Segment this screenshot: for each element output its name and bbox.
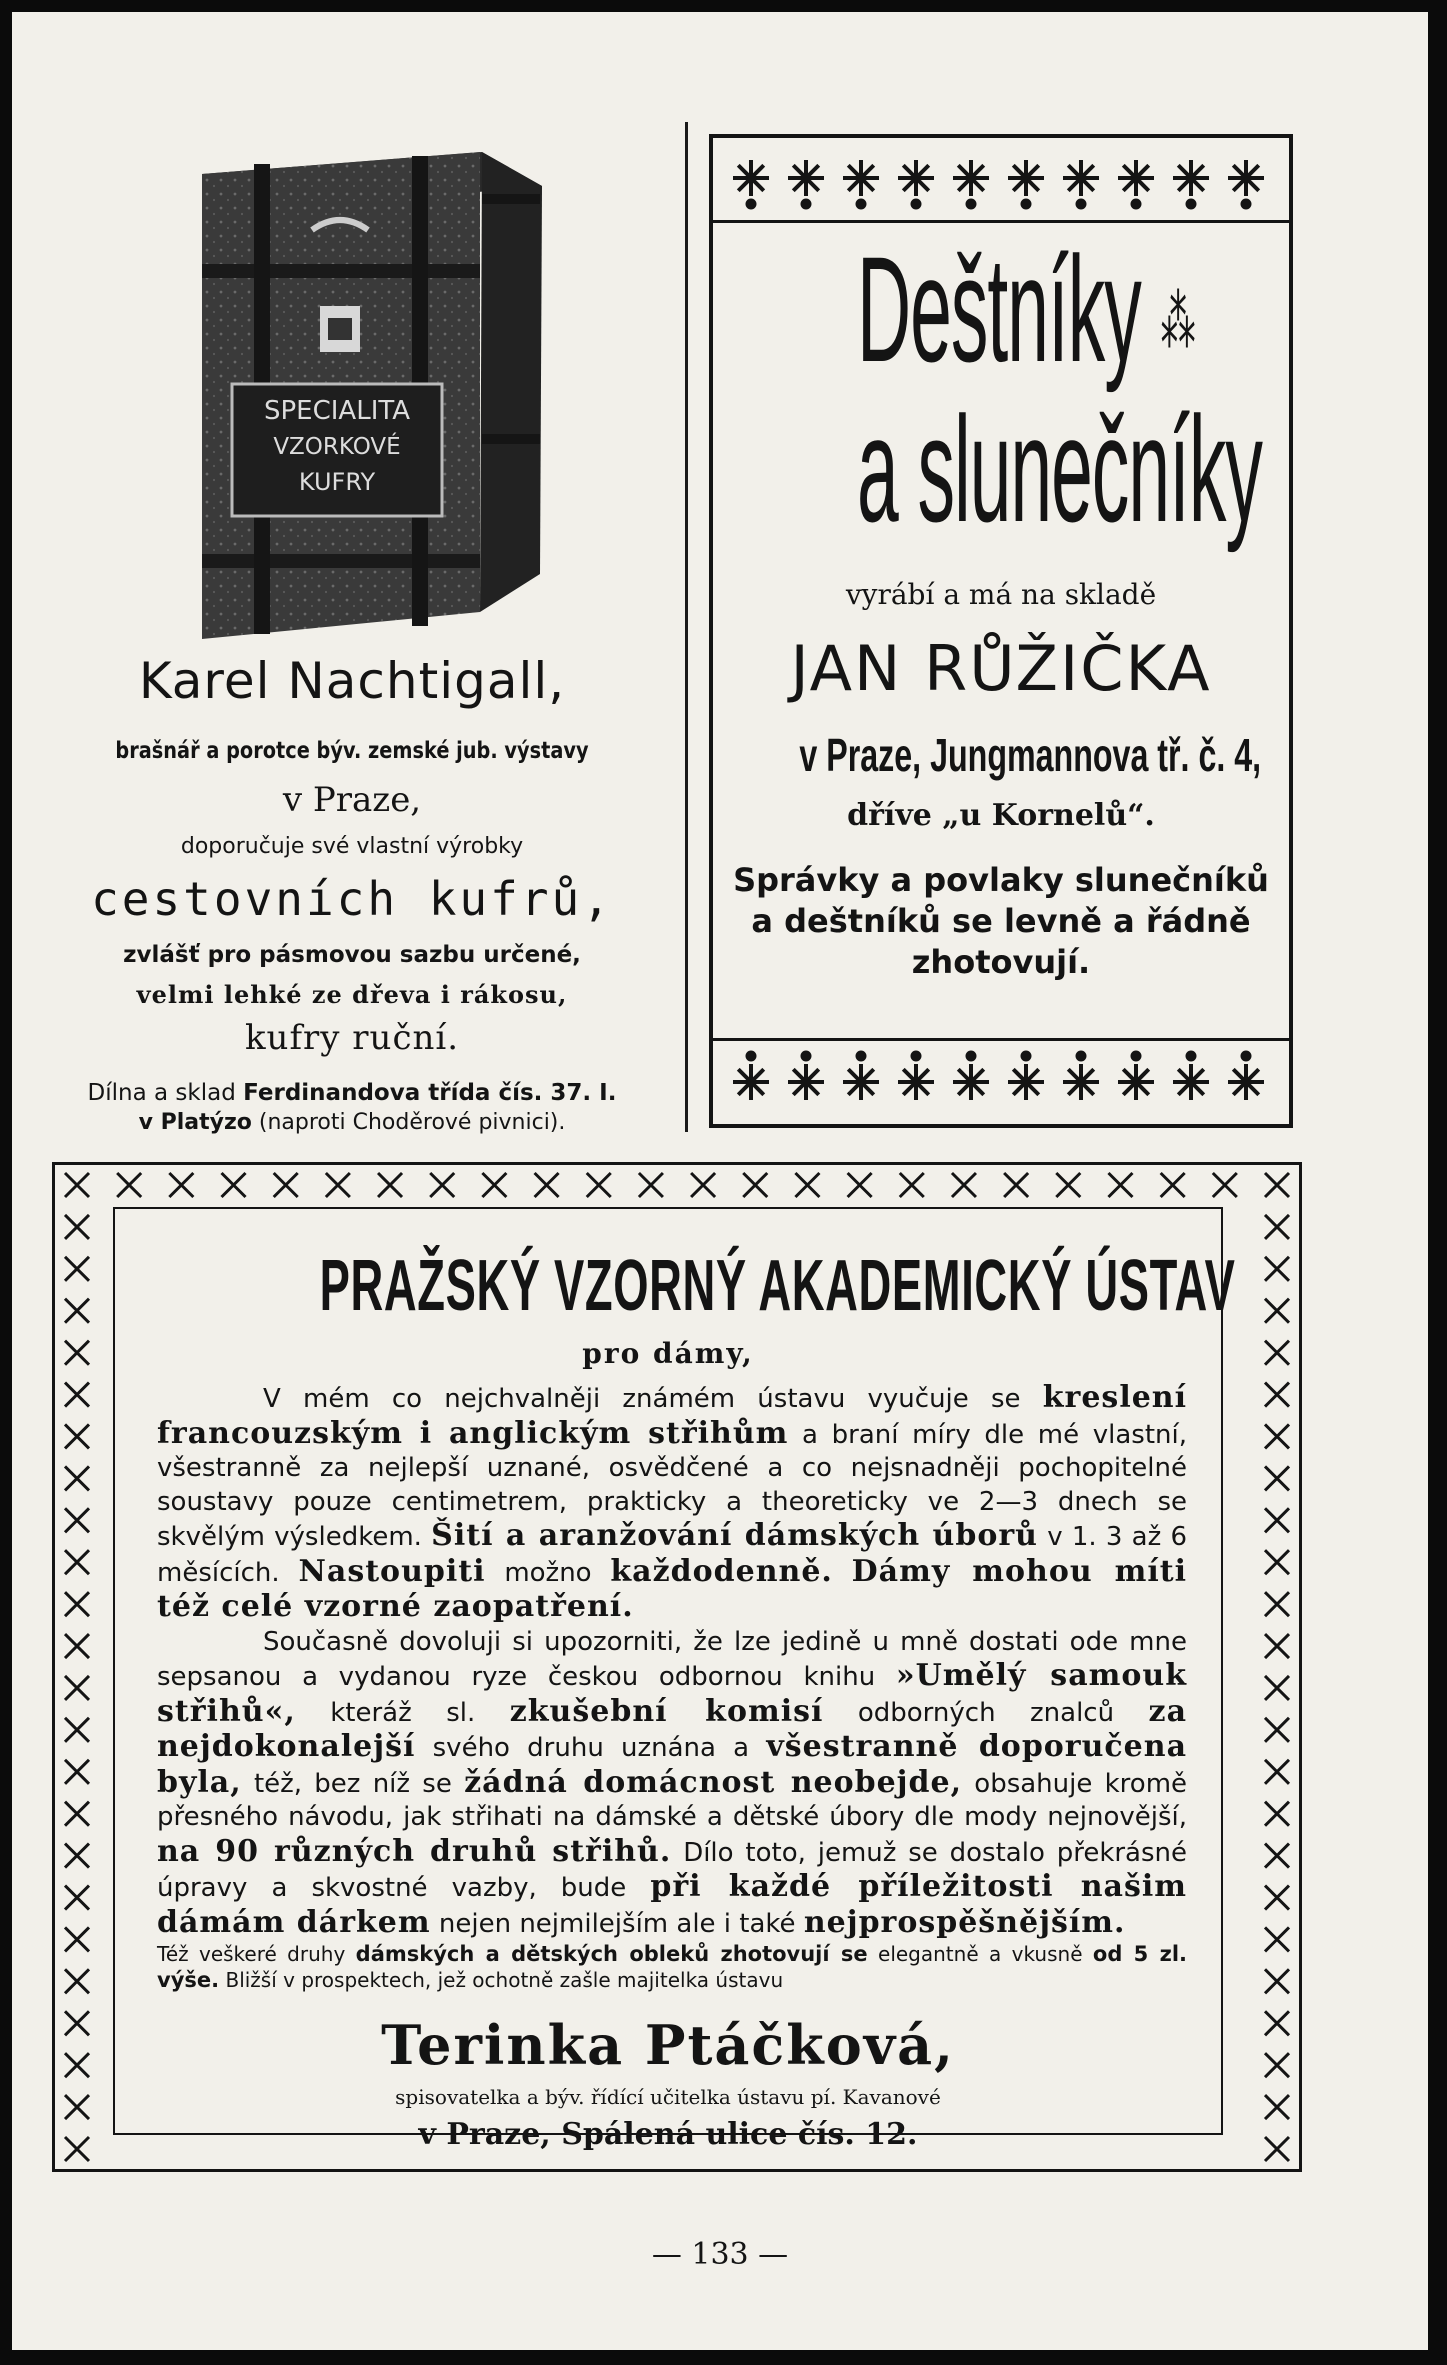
cross-mark [1213,1173,1237,1197]
p3-c: elegantně a vkusně [878,1942,1083,1966]
ornament-glyph [1008,160,1044,209]
cross-mark [1265,1466,1289,1490]
ornament-glyph [843,160,879,209]
cross-mark [65,1802,89,1826]
cross-mark [1265,1886,1289,1910]
ornament-glyph [953,160,989,209]
p3-e: Bližší v prospektech, jež ochotně zašle majitelka ústavu [225,1968,784,1992]
trunk-light: velmi lehké ze dřeva i rákosu, [136,980,568,1009]
cross-mark [1056,1173,1080,1197]
academy-body [157,1381,1187,1993]
p2-e: odborných znalců [857,1697,1115,1728]
cross-mark [65,1299,89,1323]
cross-mark [65,1173,89,1197]
cross-mark [378,1173,402,1197]
trunk-advertisement [42,112,662,1142]
cross-mark [65,1424,89,1448]
p2-b: »Umělý samouk střihů«, [157,1658,1187,1729]
cross-mark [65,1341,89,1365]
ornament-glyph [1173,1051,1209,1100]
umbrella-rule-bottom [713,1038,1289,1041]
cross-mark [1265,2095,1289,2119]
cross-mark [743,1173,767,1197]
trunk-workshop-prefix: Dílna a sklad [87,1080,236,1106]
ornament-glyph [1008,1051,1044,1100]
cross-mark [65,1592,89,1616]
p1-d: Šití a aranžování dámských úborů [431,1518,1038,1553]
p1-b: kreslení francouzským i anglickým střihům [157,1380,1188,1451]
cross-mark [65,2095,89,2119]
trunk-maker-name: Karel Nachtigall, [138,652,566,710]
ornament-glyph [1063,160,1099,209]
cross-mark [1265,1927,1289,1951]
ornament-glyph [898,160,934,209]
p2-i: též, bez níž se [253,1768,452,1799]
cross-mark [65,1886,89,1910]
ornament-glyph [1173,160,1209,209]
cross-mark [1004,1173,1028,1197]
cross-mark [65,1634,89,1658]
p1-g: možno [504,1557,592,1588]
cross-mark [1161,1173,1185,1197]
umbrella-title-line-1 [857,225,1195,396]
cross-mark [639,1173,663,1197]
p3-d: od 5 zl. výše. [157,1942,1188,1992]
umbrella-title-line-2: a slunečníky [857,385,1262,553]
cross-mark [1265,1383,1289,1407]
trunk-product: cestovních kufrů, [91,872,613,926]
ornament-glyph [733,1051,769,1100]
cross-mark [1108,1173,1132,1197]
cross-mark [1265,1550,1289,1574]
p2-f: za nejdokonalejší [157,1693,1188,1764]
cross-mark [1265,1969,1289,1993]
p2-d: zkušební komisí [509,1693,824,1729]
ornament-glyph [953,1051,989,1100]
trunk-district-note: (naproti Choděrové pivnici). [258,1110,566,1135]
ornament-glyph [1063,1051,1099,1100]
cross-mark [65,1927,89,1951]
cross-mark [1265,1718,1289,1742]
cross-mark [1265,1676,1289,1700]
cross-mark [1265,1173,1289,1197]
cross-mark [430,1173,454,1197]
cross-mark [1265,1299,1289,1323]
trunk-label-line-1: SPECIALITA [263,396,411,426]
ornament-glyph [788,160,824,209]
cross-mark [1265,1592,1289,1616]
cross-mark [1265,1508,1289,1532]
trunk-maker-title: brašnář a porotce býv. zemské jub. výstavy [115,738,589,764]
p3-a: Též veškeré druhy [157,1942,346,1966]
academy-address: v Praze, Spálená ulice čís. 12. [418,2117,918,2152]
cross-mark [65,2137,89,2161]
cross-mark [1265,2053,1289,2077]
cross-mark [535,1173,559,1197]
cross-mark [1265,1257,1289,1281]
academy-position: spisovatelka a býv. řídící učitelka ústavu pí. Kavanové [395,2085,941,2109]
umbrella-repairs: Správky a povlaky slunečníků a deštníků se levně a řádně zhotovují. [733,861,1269,981]
cross-mark [65,1718,89,1742]
p1-a: V mém co nejchvalněji známém ústavu vyučuje se [263,1384,1021,1414]
p2-a: Současně dovoluji si upozorniti, že lze jedině u mně dostati ode mne sepsanou a vydanou ryze českou odbornou knihu [157,1626,1187,1692]
cross-mark [117,1173,141,1197]
ornament-border-top [723,144,1279,214]
p1-h: každodenně. [610,1553,833,1589]
cross-mark [65,1760,89,1784]
cross-mark [795,1173,819,1197]
umbrella-formerly: dříve „u Kornelů“. [847,798,1155,833]
cross-mark [65,1676,89,1700]
p2-h: všestranně doporučena byla, [157,1729,1188,1800]
cross-mark [65,1257,89,1281]
trunk-label-line-2: VZORKOVÉ [273,434,401,460]
cross-mark [1265,2011,1289,2035]
umbrella-maker-name: JAN RŮŽIČKA [790,632,1212,705]
umbrella-rule-top [713,220,1289,223]
trunk-district-name: v Platýzo [138,1110,252,1135]
cross-mark [65,1466,89,1490]
academy-subtitle: pro dámy, [582,1337,754,1370]
academy-signature: Terinka Ptáčková, [381,2013,955,2077]
trunk-hand: kufry ruční. [244,1018,460,1058]
p2-n: při každé příležitosti našim dámám dárkem [157,1869,1187,1940]
cross-mark [952,1173,976,1197]
p2-o: nejen nejmilejším ale i také [438,1908,796,1939]
ornament-glyph [788,1051,824,1100]
academy-inner-frame [113,1207,1236,2152]
p2-g: svého druhu uznána a [432,1733,750,1763]
cross-mark [848,1173,872,1197]
p1-f: Nastoupiti [298,1553,486,1589]
academy-advertisement [52,1162,1302,2172]
academy-paragraph-3 [157,1941,1187,1993]
trunk-city: v Praze, [282,780,422,820]
cross-mark [65,1215,89,1239]
cross-mark [1265,1802,1289,1826]
ornament-border-bottom [723,1048,1279,1118]
umbrella-title-marks: ⁂ [1160,282,1195,361]
cross-mark [691,1173,715,1197]
p2-m: Dílo toto, jemuž se dostalo překrásné úpravy a skvostné vazby, bude [157,1837,1188,1903]
cross-mark [222,1173,246,1197]
ornament-glyph [1118,160,1154,209]
p3-b: dámských a dětských obleků zhotovují se [355,1942,868,1966]
trunk-workshop-address: Ferdinandova třída čís. 37. I. [243,1080,617,1106]
p2-c: kteráž sl. [330,1697,476,1728]
cross-mark [1265,1341,1289,1365]
umbrella-title-word-1: Deštníky [857,225,1141,393]
academy-title: PRAŽSKÝ VZORNÝ AKADEMICKÝ ÚSTAV [319,1246,1236,1326]
academy-paragraph-2 [157,1626,1187,1942]
ornament-glyph [1118,1051,1154,1100]
cross-mark [1265,1844,1289,1868]
cross-mark [900,1173,924,1197]
trunk-label-line-3: KUFRY [298,468,376,496]
p2-j: žádná domácnost neobejde, [464,1764,963,1800]
cross-mark [1265,1424,1289,1448]
cross-mark [1265,1634,1289,1658]
cross-mark [65,1969,89,1993]
umbrella-makes: vyrábí a má na skladě [845,578,1157,611]
cross-mark [1265,1760,1289,1784]
ornament-glyph [898,1051,934,1100]
cross-mark [65,2011,89,2035]
page-number-text: — 133 — [651,2237,789,2272]
cross-mark [1265,2137,1289,2161]
p1-i: Dámy mohou míti též celé vzorné zaopatření. [157,1553,1188,1624]
p2-p: nejprospěšnějším. [803,1904,1126,1940]
umbrella-advertisement [709,134,1293,1128]
cross-mark [65,1550,89,1574]
cross-mark [587,1173,611,1197]
trunk-special: zvlášť pro pásmovou sazbu určené, [123,942,581,968]
trunk-workshop [42,1080,662,1106]
cross-mark [169,1173,193,1197]
p1-c: a braní míry dle mé vlastní, všestranně za nejlepší uznané, osvědčené a co nejsnadněji pochopitelné soustavy pouze centimetrem, prakticky a theoreticky ve 2—3 dnech se skvělým výsledkem. [157,1419,1187,1552]
cross-mark [65,2053,89,2077]
cross-mark [1265,1215,1289,1239]
p1-e: v 1. 3 až 6 měsících. [157,1522,1188,1588]
ornament-glyph [1228,1051,1264,1100]
ornament-glyph [843,1051,879,1100]
page-number [12,2237,1428,2272]
column-divider [685,122,688,1132]
p2-k: obsahuje kromě přesného návodu, jak střihati na dámské a dětské úbory dle mody nejnovější, [157,1768,1188,1832]
ornament-glyph [1228,160,1264,209]
cross-mark [482,1173,506,1197]
academy-paragraph-1 [157,1381,1187,1626]
trunk-recommends: doporučuje své vlastní výrobky [180,834,524,859]
trunk-district [42,1110,662,1135]
cross-mark [65,1508,89,1532]
catalog-page [12,12,1428,2350]
ornament-glyph [733,160,769,209]
cross-mark [326,1173,350,1197]
cross-mark [274,1173,298,1197]
p2-l: na 90 různých druhů střihů. [157,1833,672,1869]
umbrella-address: v Praze, Jungmannova tř. č. 4, [799,729,1262,781]
trunk-illustration [162,134,552,644]
cross-mark [65,1383,89,1407]
cross-mark [65,1844,89,1868]
